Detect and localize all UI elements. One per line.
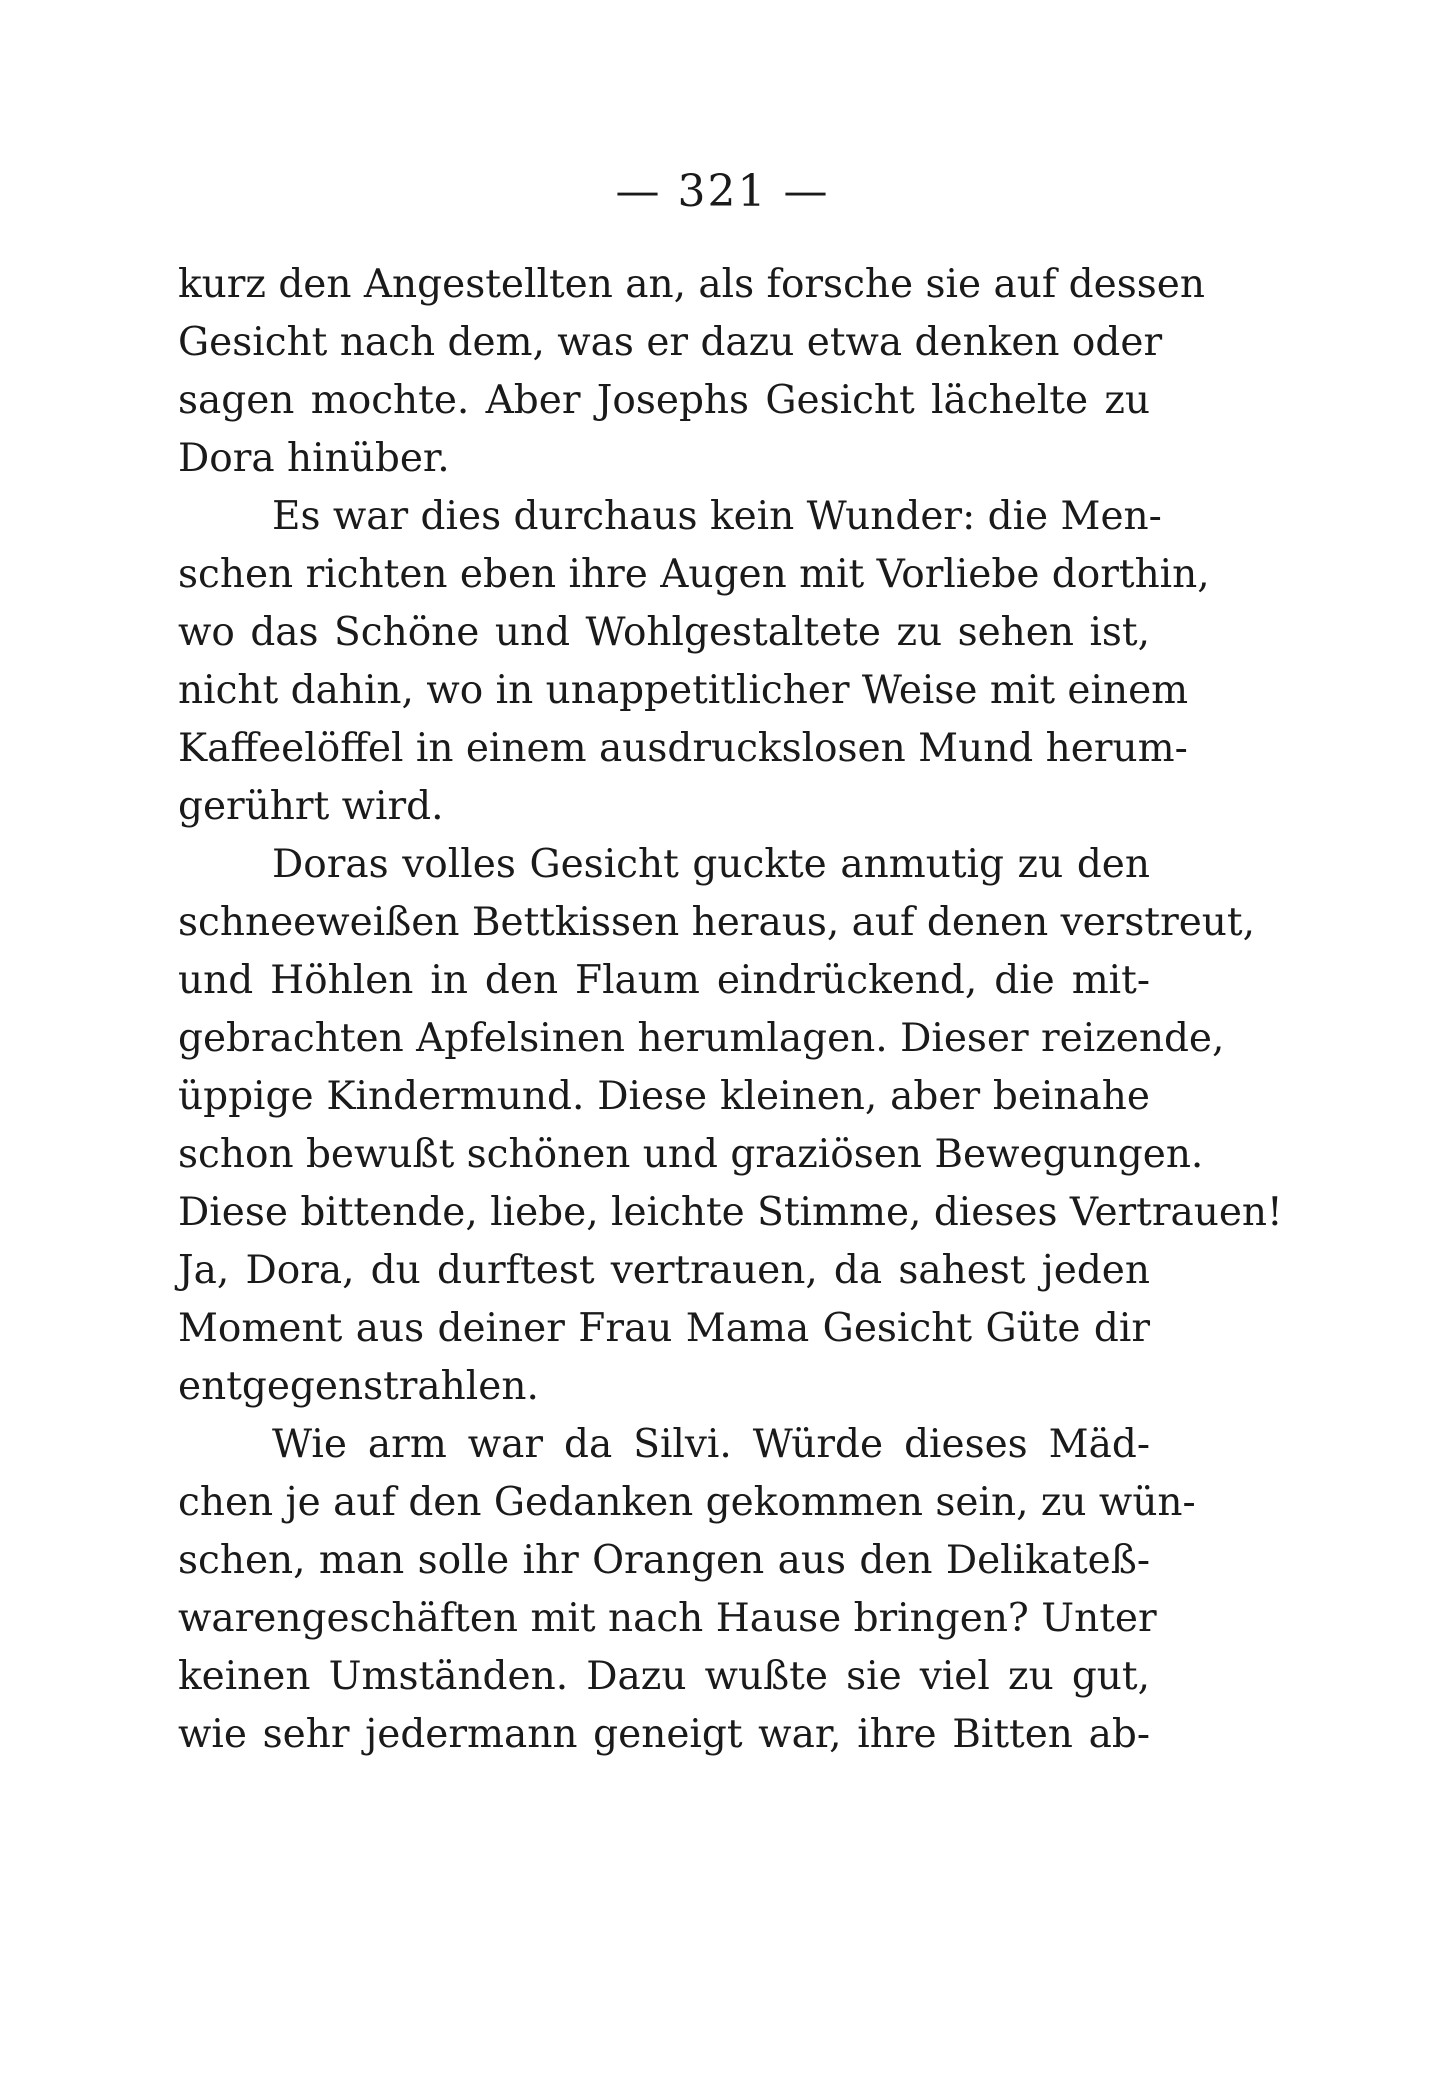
text-line: keinen Umständen. Dazu wußte sie viel zu gut, [178, 1654, 1150, 1699]
paragraph [178, 488, 1210, 836]
text-line: und Höhlen in den Flaum eindrückend, die mit- [178, 958, 1150, 1003]
text-line: schen richten eben ihre Augen mit Vorliebe dorthin, [178, 552, 1210, 597]
text-line: Moment aus deiner Frau Mama Gesicht Güte dir [178, 1306, 1150, 1351]
text-line: Kaffeelöffel in einem ausdruckslosen Mund herum- [178, 726, 1188, 771]
text-line: Ja, Dora, du durftest vertrauen, da sahest jeden [178, 1248, 1150, 1293]
text-line: warengeschäften mit nach Hause bringen? Unter [178, 1596, 1157, 1641]
text-line: entgegenstrahlen. [178, 1364, 539, 1409]
text-line: nicht dahin, wo in unappetitlicher Weise mit einem [178, 668, 1189, 713]
body-text [178, 256, 1283, 1764]
paragraph [178, 256, 1205, 488]
page-number: — 321 — [615, 166, 830, 217]
text-line: chen je auf den Gedanken gekommen sein, zu wün- [178, 1480, 1196, 1525]
text-line: sagen mochte. Aber Josephs Gesicht lächelte zu [178, 378, 1150, 423]
text-line: Gesicht nach dem, was er dazu etwa denken oder [178, 320, 1163, 365]
paragraph [178, 1416, 1196, 1764]
text-line: Es war dies durchaus kein Wunder: die Men- [272, 494, 1162, 539]
text-line: üppige Kindermund. Diese kleinen, aber beinahe [178, 1074, 1150, 1119]
text-line: schen, man solle ihr Orangen aus den Delikateß- [178, 1538, 1150, 1583]
text-line: gerührt wird. [178, 784, 444, 829]
text-line: wie sehr jedermann geneigt war, ihre Bitten ab- [178, 1712, 1150, 1757]
text-line: schneeweißen Bettkissen heraus, auf denen verstreut, [178, 900, 1255, 945]
text-line: Doras volles Gesicht guckte anmutig zu den [272, 842, 1150, 887]
text-line: Diese bittende, liebe, leichte Stimme, dieses Vertrauen! [178, 1190, 1283, 1235]
text-line: Dora hinüber. [178, 436, 450, 481]
paragraph [178, 836, 1283, 1416]
text-line: wo das Schöne und Wohlgestaltete zu sehen ist, [178, 610, 1150, 655]
text-line: schon bewußt schönen und graziösen Bewegungen. [178, 1132, 1204, 1177]
text-line: kurz den Angestellten an, als forsche sie auf dessen [178, 262, 1205, 307]
text-line: Wie arm war da Silvi. Würde dieses Mäd- [272, 1422, 1150, 1467]
text-line: gebrachten Apfelsinen herumlagen. Dieser reizende, [178, 1016, 1225, 1061]
